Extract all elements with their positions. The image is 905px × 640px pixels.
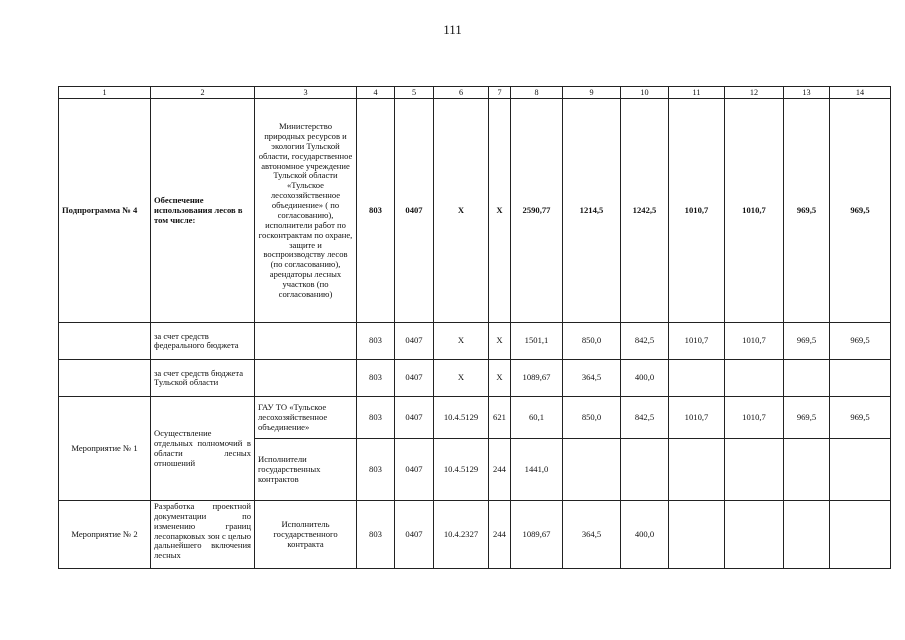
value-cell: 1214,5 <box>563 99 621 323</box>
col-header: 8 <box>511 87 563 99</box>
executor-cell: Исполнитель государственного контракта <box>255 501 357 569</box>
value-cell: X <box>489 99 511 323</box>
col-header: 5 <box>395 87 434 99</box>
value-cell <box>669 360 725 397</box>
value-cell <box>725 501 784 569</box>
value-cell <box>830 501 891 569</box>
col-header: 2 <box>151 87 255 99</box>
value-cell: X <box>434 360 489 397</box>
value-cell <box>830 360 891 397</box>
value-cell: 803 <box>357 360 395 397</box>
value-cell: 1010,7 <box>725 99 784 323</box>
value-cell: 969,5 <box>830 99 891 323</box>
page-number: 111 <box>443 22 462 37</box>
value-cell: 1501,1 <box>511 323 563 360</box>
col-header: 1 <box>59 87 151 99</box>
value-cell: 842,5 <box>621 323 669 360</box>
program-cell: Мероприятие № 1 <box>59 397 151 501</box>
table-row <box>59 99 891 323</box>
description-cell: за счет средств бюджета Тульской области <box>151 360 255 397</box>
value-cell: 1441,0 <box>511 439 563 501</box>
value-cell: 803 <box>357 501 395 569</box>
description-text: Разработка проектной документации по изменению границ лесопарковых зон с целью дальнейшего включения лесных <box>154 501 251 561</box>
value-cell: 1242,5 <box>621 99 669 323</box>
value-cell: 1010,7 <box>725 397 784 439</box>
executor-cell: Исполнители государственных контрактов <box>255 439 357 501</box>
value-cell: X <box>434 323 489 360</box>
value-cell: 400,0 <box>621 360 669 397</box>
value-cell: 969,5 <box>830 397 891 439</box>
value-cell: 850,0 <box>563 323 621 360</box>
value-cell: 10.4.2327 <box>434 501 489 569</box>
value-cell: 1089,67 <box>511 360 563 397</box>
value-cell: 1010,7 <box>725 323 784 360</box>
description-cell: за счет средств федерального бюджета <box>151 323 255 360</box>
value-cell: 60,1 <box>511 397 563 439</box>
value-cell: 0407 <box>395 360 434 397</box>
value-cell: 1010,7 <box>669 99 725 323</box>
executor-cell <box>255 323 357 360</box>
value-cell: 1010,7 <box>669 323 725 360</box>
value-cell: 842,5 <box>621 397 669 439</box>
value-cell <box>669 501 725 569</box>
value-cell: 969,5 <box>830 323 891 360</box>
table-row <box>59 360 891 397</box>
budget-table <box>58 86 891 569</box>
value-cell: 0407 <box>395 323 434 360</box>
table-row <box>59 397 891 439</box>
value-cell <box>784 501 830 569</box>
value-cell: 244 <box>489 501 511 569</box>
value-cell: 969,5 <box>784 323 830 360</box>
value-cell: 969,5 <box>784 99 830 323</box>
table-row <box>59 501 891 569</box>
value-cell <box>830 439 891 501</box>
description-cell: Обеспечение использования лесов в том числе: <box>151 99 255 323</box>
value-cell: 1089,67 <box>511 501 563 569</box>
value-cell: 0407 <box>395 439 434 501</box>
col-header: 14 <box>830 87 891 99</box>
value-cell: X <box>434 99 489 323</box>
value-cell <box>669 439 725 501</box>
value-cell: 10.4.5129 <box>434 397 489 439</box>
program-cell <box>59 323 151 360</box>
value-cell: 621 <box>489 397 511 439</box>
col-header: 4 <box>357 87 395 99</box>
value-cell: 969,5 <box>784 397 830 439</box>
col-header: 3 <box>255 87 357 99</box>
description-cell: Осуществление отдельных полномочий в области лесных отношений <box>151 397 255 501</box>
value-cell: 803 <box>357 323 395 360</box>
value-cell: 803 <box>357 99 395 323</box>
table-row <box>59 323 891 360</box>
executor-cell: ГАУ ТО «Тульское лесохозяйственное объединение» <box>255 397 357 439</box>
value-cell: 400,0 <box>621 501 669 569</box>
value-cell: 1010,7 <box>669 397 725 439</box>
value-cell: 0407 <box>395 99 434 323</box>
value-cell: 0407 <box>395 397 434 439</box>
value-cell: 10.4.5129 <box>434 439 489 501</box>
col-header: 12 <box>725 87 784 99</box>
col-header: 10 <box>621 87 669 99</box>
program-cell: Подпрограмма № 4 <box>59 99 151 323</box>
value-cell <box>725 360 784 397</box>
program-cell: Мероприятие № 2 <box>59 501 151 569</box>
value-cell: 803 <box>357 439 395 501</box>
col-header: 11 <box>669 87 725 99</box>
executor-cell <box>255 360 357 397</box>
value-cell: 0407 <box>395 501 434 569</box>
program-cell <box>59 360 151 397</box>
value-cell: 803 <box>357 397 395 439</box>
value-cell: 244 <box>489 439 511 501</box>
value-cell: 850,0 <box>563 397 621 439</box>
col-header: 6 <box>434 87 489 99</box>
col-header: 13 <box>784 87 830 99</box>
value-cell: X <box>489 323 511 360</box>
value-cell <box>621 439 669 501</box>
value-cell: 364,5 <box>563 360 621 397</box>
col-header: 9 <box>563 87 621 99</box>
description-cell <box>151 501 255 569</box>
header-row <box>59 87 891 99</box>
value-cell: 364,5 <box>563 501 621 569</box>
value-cell <box>784 360 830 397</box>
value-cell: 2590,77 <box>511 99 563 323</box>
col-header: 7 <box>489 87 511 99</box>
value-cell <box>725 439 784 501</box>
executor-cell: Министерство природных ресурсов и экологии Тульской области, государственное автономное учреждение Тульской области «Тульское лесохозяйственное объединение» ( по согласованию), исполнители работ по госконтрактам по охране, защите и воспроизводству лесов (по согласованию), арендаторы лесных участков (по согласованию) <box>255 99 357 323</box>
value-cell <box>563 439 621 501</box>
value-cell <box>784 439 830 501</box>
value-cell: X <box>489 360 511 397</box>
